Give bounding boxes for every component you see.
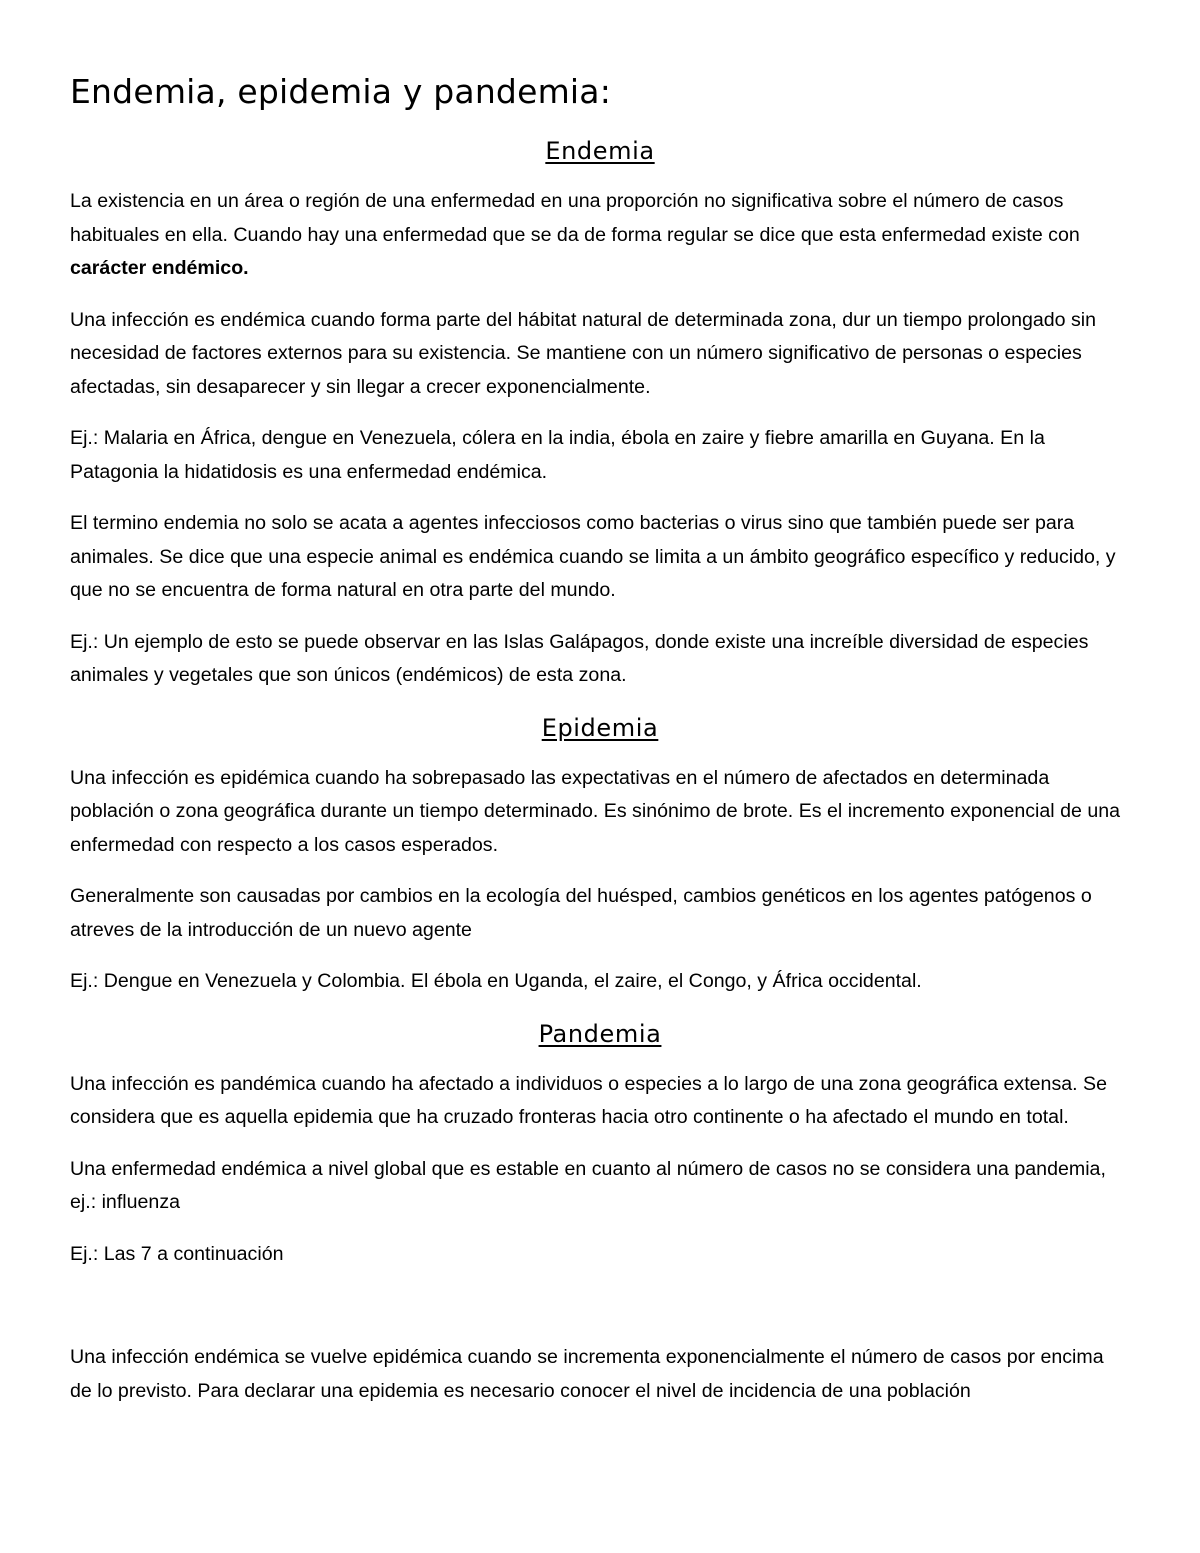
section-heading-endemia: Endemia — [545, 137, 655, 165]
paragraph: Ej.: Malaria en África, dengue en Venezuela, cólera en la india, ébola en zaire y fiebre amarilla en Guyana. En la Patagonia la hidatidosis es una enfermedad endémica. — [70, 427, 1045, 483]
paragraph: Ej.: Un ejemplo de esto se puede observar en las Islas Galápagos, donde existe una increíble diversidad de especies animales y vegetales que son únicos (endémicos) de esta zona. — [70, 630, 1089, 686]
paragraph: Ej.: Las 7 a continuación — [70, 1242, 284, 1265]
paragraph: Una infección es pandémica cuando ha afectado a individuos o especies a lo largo de una zona geográfica extensa. Se considera que es aquella epidemia que ha cruzado fronteras hacia otro continente o ha afectado el mundo en total. — [70, 1072, 1107, 1128]
bold-term: carácter endémico. — [70, 257, 249, 279]
paragraph: Una infección es endémica cuando forma parte del hábitat natural de determinada zona, dur un tiempo prolongado sin necesidad de factores externos para su existencia. Se mantiene con un número significativo de personas o especies afectadas, sin desaparecer y sin llegar a crecer exponencialmente. — [70, 308, 1097, 398]
section-heading-epidemia: Epidemia — [541, 713, 659, 742]
paragraph: Generalmente son causadas por cambios en la ecología del huésped, cambios genéticos en los agentes patógenos o atreves de la introducción de un nuevo agente — [70, 885, 1092, 941]
paragraph: El termino endemia no solo se acata a agentes infecciosos como bacterias o virus sino que también puede ser para animales. Se dice que una especie animal es endémica cuando se limita a un ámbito geográfico específico y reducido, y que no se encuentra de forma natural en otra parte del mundo. — [70, 512, 1116, 601]
paragraph-text: La existencia en un área o región de una enfermedad en una proporción no significativa sobre el número de casos habituales en ella. Cuando hay una enfermedad que se da de forma regular se dice que esta enfermedad existe con — [70, 190, 1080, 246]
paragraph: Una infección es epidémica cuando ha sobrepasado las expectativas en el número de afectados en determinada población o zona geográfica durante un tiempo determinado. Es sinónimo de brote. Es el incremento exponencial de una enfermedad con respecto a los casos esperados. — [70, 766, 1121, 856]
paragraph — [70, 185, 1130, 286]
paragraph: Una infección endémica se vuelve epidémica cuando se incrementa exponencialmente el número de casos por encima de lo previsto. Para declarar una epidemia es necesario conocer el nivel de incidencia de una población — [70, 1346, 1104, 1402]
document-page — [70, 70, 1130, 1408]
document-title: Endemia, epidemia y pandemia: — [70, 72, 612, 111]
paragraph: Ej.: Dengue en Venezuela y Colombia. El ébola en Uganda, el zaire, el Congo, y África occidental. — [70, 970, 922, 992]
paragraph: Una enfermedad endémica a nivel global que es estable en cuanto al número de casos no se considera una pandemia, ej.: influenza — [70, 1157, 1106, 1213]
section-heading-pandemia: Pandemia — [538, 1019, 662, 1048]
